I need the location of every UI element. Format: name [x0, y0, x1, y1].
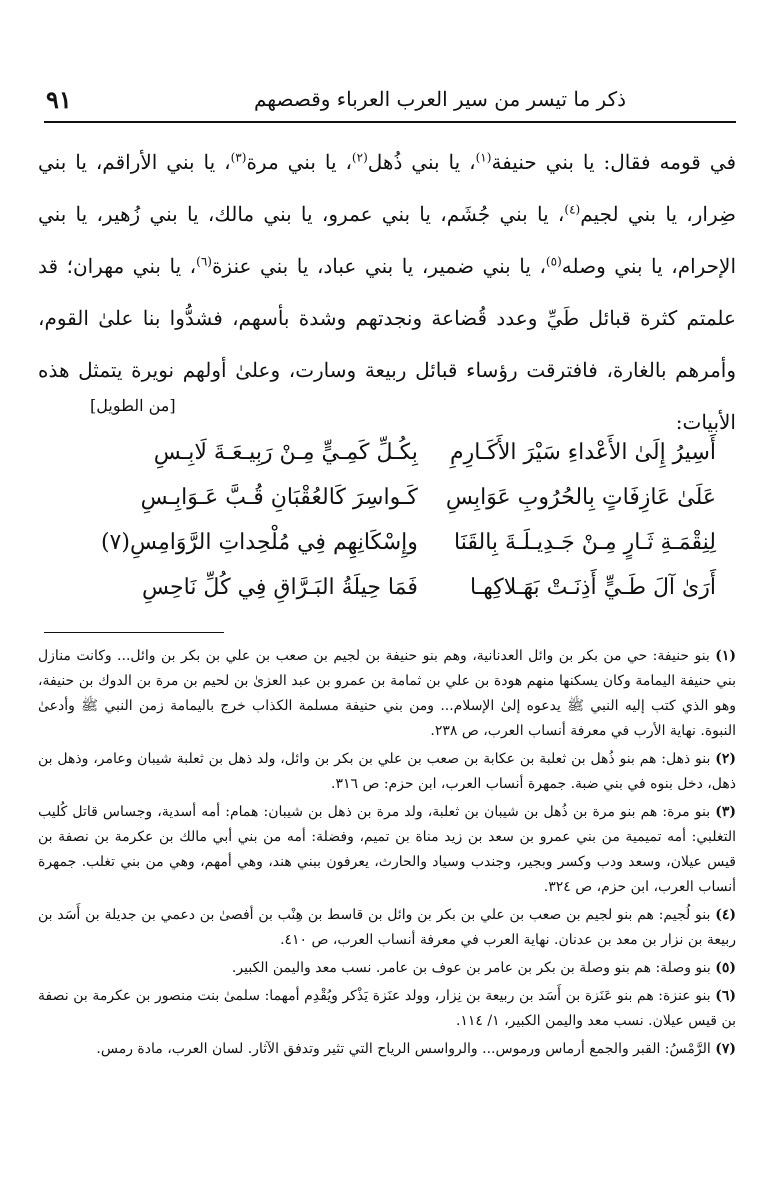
footnote-text: بنو مرة: هم بنو مرة بن ذُهل بن شيبان بن ثعلبة، ولد مرة بن ذهل بن شيبان: همام: أمه أسدية، وجساس قاتل كُليب التغلبي: أمه تميمية من بني عمرو بن سعد بن زيد مناة بن تميم، وفضلة: أمه من بني أبي مالك بن عكرمة بن نصفة بن قيس عيلان، وسعد ودب وكسر وبجير، وجندب وسياد والحارث، يعرفون ببني هند، وهي أمهم، وهي من بني تغلب. جمهرة أنساب العرب، ابن حزم، ص ٣٢٤. — [38, 804, 736, 895]
footnote — [38, 1037, 736, 1062]
footnote-ref-1: (١) — [475, 150, 492, 165]
text-run: ، يا بني مهران؛ قد علمتم كثرة قبائل طَيِّ وعدد قُضاعة ونجدتهم وشدة بأسهم، فشدُّوا بنا علىٰ القوم، وأمرهم بالغارة، فافترقت رؤساء قبائل ربيعة وسارت، وعلىٰ أولهم نويرة يتمثل هذه الأبيات: — [38, 254, 736, 434]
verse — [80, 520, 716, 565]
page-header — [40, 82, 736, 116]
footnote — [38, 956, 736, 981]
footnote — [38, 800, 736, 900]
running-title: ذكر ما تيسر من سير العرب العرباء وقصصهم — [253, 87, 626, 111]
footnote-ref-4: (٤) — [564, 202, 581, 217]
footnote-number: (٥) — [715, 960, 736, 976]
text-run: في قومه فقال: يا بني حنيفة — [491, 150, 737, 174]
verse — [80, 430, 716, 475]
footnote-ref-5: (٥) — [545, 254, 562, 269]
footnote-separator — [44, 632, 224, 633]
footnote — [38, 903, 736, 953]
footnote-number: (٦) — [715, 988, 736, 1004]
footnote-number: (٤) — [715, 907, 736, 923]
footnote-text: بنو وصلة: هم بنو وصلة بن بكر بن عامر بن عوف بن عامر. نسب معد واليمن الكبير. — [231, 960, 711, 976]
verse — [80, 565, 716, 610]
footnote-ref-3: (٣) — [230, 150, 247, 165]
text-run: ، يا بني الأراقم، يا بني ضِرار، يا بني لجيم — [38, 150, 736, 226]
verse-first-hemistich: عَلَىٰ عَازِفَاتٍ بِالحُرُوبِ عَوَابِسِ — [445, 485, 716, 510]
verse-first-hemistich: أَسِيرُ إِلَىٰ الأَعْداءِ سَيْرَ الأَكَـارِمِ — [450, 440, 716, 465]
verse — [80, 475, 716, 520]
verse-first-hemistich: لِنِقْمَـةِ ثَـارٍ مِـنْ جَـدِيـلَـةَ بِالقَنَا — [454, 530, 716, 555]
footnote-ref-6: (٦) — [196, 254, 212, 269]
footnote-text: بنو لُجيم: هم بنو لجيم بن صعب بن علي بن بكر بن وائل بن قاسط بن هِنْب بن أفصىٰ بن دعمي بن جديلة بن أَسَد بن ربيعة بن نزار بن معد بن عدنان. نهاية العرب في معرفة أنساب العرب، ص ٤١٠. — [38, 907, 736, 948]
footnote-number: (٧) — [715, 1041, 736, 1057]
text-run: ، يا بني ضمير، يا بني عباد، يا بني عنزة — [211, 254, 546, 278]
footnote-text: بنو ذهل: هم بنو ذُهل بن ثعلبة بن عكابة بن صعب بن علي بن بكر بن وائل، ولد ذهل بن ثعلبة شيبان وعامر، وذهل بن ذهل، دخل بنوه في بني ضبة. جمهرة أنساب العرب، ابن حزم: ص ٣١٦. — [38, 751, 736, 792]
footnote-number: (١) — [715, 648, 737, 664]
poem-meter: [من الطويل] — [90, 396, 176, 415]
verse-first-hemistich: أَرَىٰ آلَ طَـيٍّ أَذِنَـتْ بَهَـلاكِهـا — [470, 575, 716, 600]
verse-second-hemistich: بِكُـلِّ كَمِـيٍّ مِـنْ رَبِيـعَـةَ لَابِـسِ — [153, 440, 418, 465]
footnote-number: (٣) — [715, 804, 737, 820]
verse-second-hemistich: وإِسْكَانِهِم فِي مُلْحِداتِ الرَّوَامِسِ(٧) — [100, 530, 418, 555]
footnote — [38, 644, 736, 744]
text-run: ، يا بني ذُهل — [367, 150, 476, 174]
header-rule — [44, 121, 736, 123]
text-run: ، يا بني جُشَم، يا بني عمرو، يا بني مالك، يا بني زُهير، يا بني الإحرام، يا بني وصله — [38, 202, 736, 278]
footnote — [38, 747, 736, 797]
footnote — [38, 984, 736, 1034]
footnote-text: الرَّمْسُ: القبر والجمع أرماس ورموس... والرواسس الرياح التي تثير وتدفق الآثار. لسان العرب، مادة رمس. — [96, 1041, 711, 1057]
page-number: ٩١ — [46, 84, 72, 114]
footnote-ref-2: (٢) — [351, 150, 368, 165]
footnote-text: بنو حنيفة: حي من بكر بن وائل العدنانية، وهم بنو حنيفة بن لجيم بن صعب بن علي بن بكر بن وائل... وكانت منازل بني حنيفة اليمامة وكان يسكنها منهم هودة بن علي بن ثمامة بن عمرو بن عبد العزىٰ بن لحيم بن مرة بن الدوك بن حنيفة، وهو الذي كتب إليه النبي ﷺ يدعوه إلىٰ الإسلام... ومن بني حنيفة مسلمة الكذاب خرج باليمامة زمن النبي ﷺ وأدعىٰ النبوة. نهاية الأرب في معرفة أنساب العرب، ص ٢٣٨. — [38, 648, 736, 739]
footnotes — [38, 644, 736, 1065]
footnote-text: بنو عنزة: هم بنو عَنَزة بن أَسَد بن ربيعة بن نِزار، وولد عنَزة يَذْكر ويُقْدِم أمهما: سلمىٰ بنت منصور بن عكرمة بن نصفة بن قيس عيلان. نسب معد واليمن الكبير، ١/ ١١٤. — [38, 988, 736, 1029]
poem — [80, 430, 716, 610]
verse-second-hemistich: كَـواسِرَ كَالعُقْبَانِ قُـبَّ عَـوَابِـسِ — [140, 485, 418, 510]
text-run: ، يا بني مرة — [246, 150, 352, 174]
verse-second-hemistich: فَمَا حِيلَةُ البَـرَّاقِ فِي كُلِّ نَاحِسِ — [141, 575, 418, 600]
footnote-number: (٢) — [715, 751, 736, 767]
